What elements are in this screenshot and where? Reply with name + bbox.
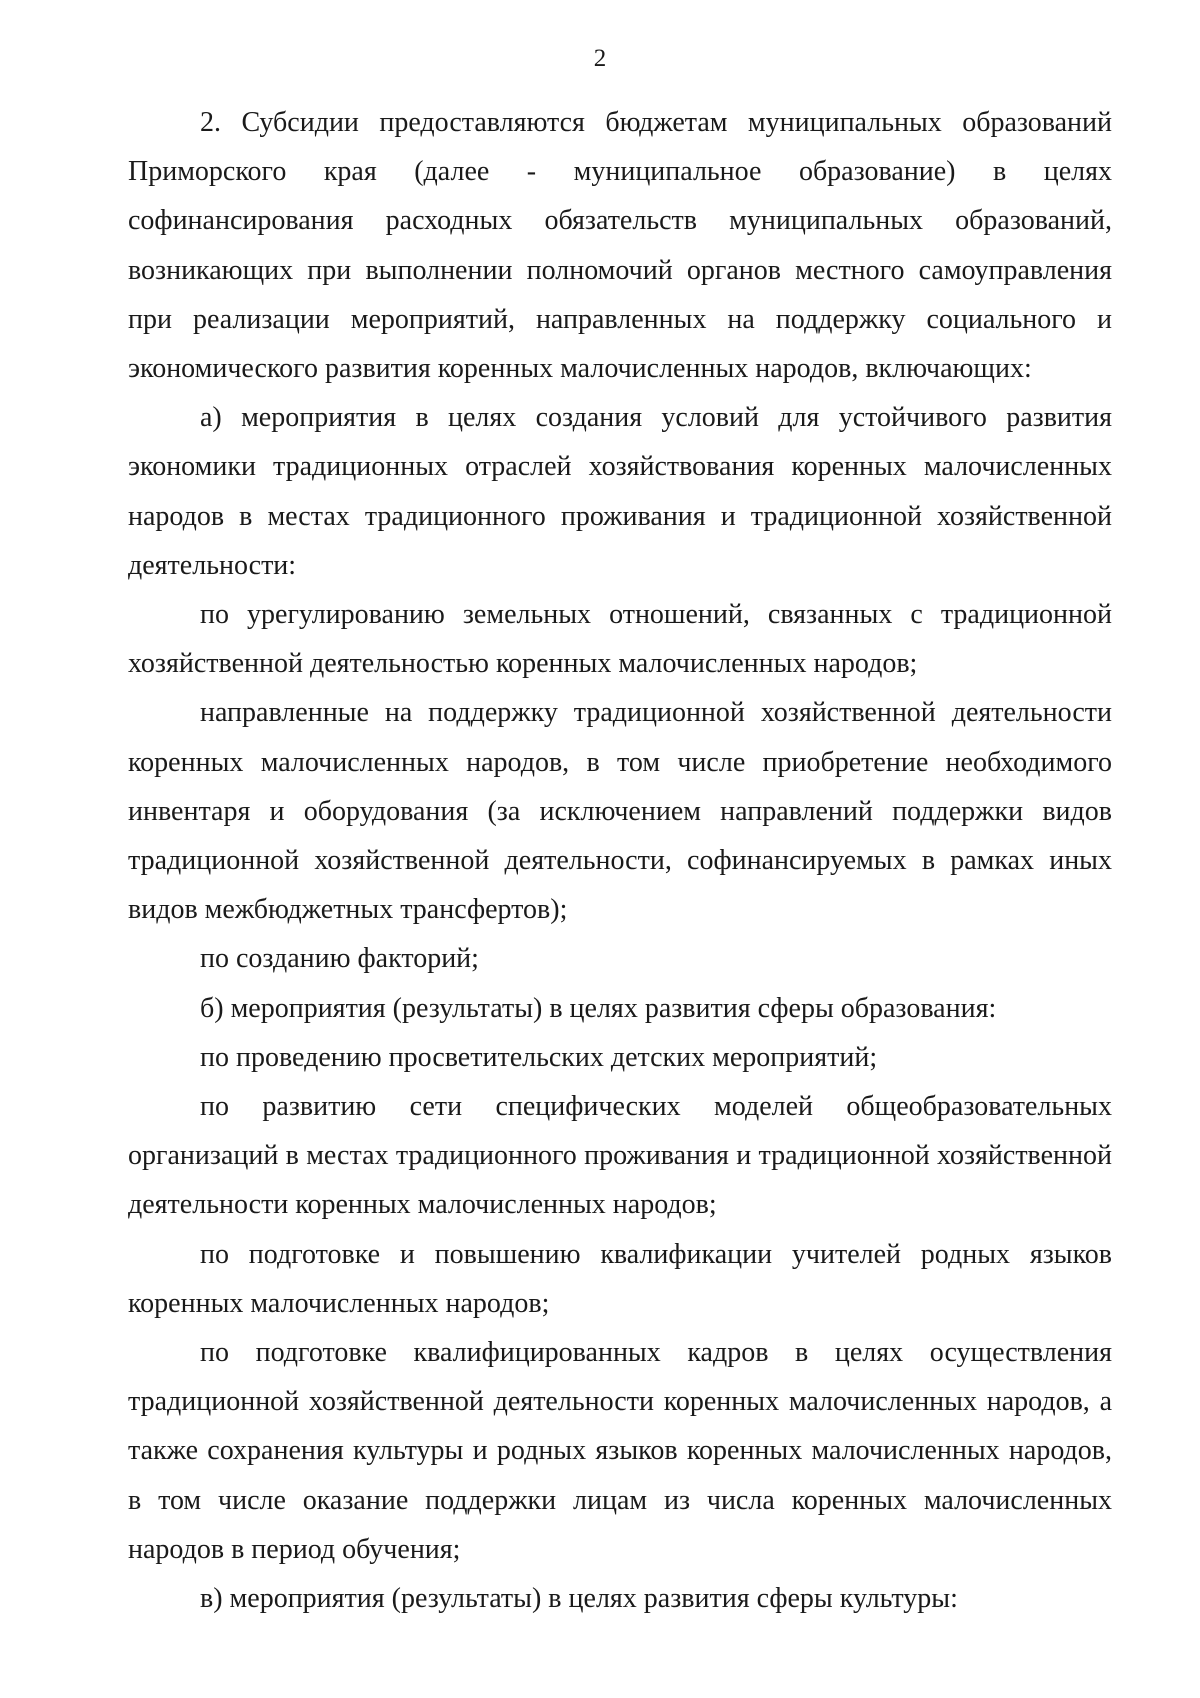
paragraph-trading-posts: по созданию факторий; [200, 943, 479, 975]
page-number: 2 [593, 45, 607, 72]
paragraph-educational-events: по проведению просветительских детских мероприятий; [200, 1041, 878, 1073]
paragraph-teacher-training: по подготовке и повышению квалификации учителей родных языков коренных малочисленных народов; [128, 1238, 1112, 1319]
paragraph-school-network: по развитию сети специфических моделей общеобразовательных организаций в местах традиционного проживания и традиционной хозяйственной деятельности коренных малочисленных народов; [128, 1091, 1112, 1221]
document-body [128, 98, 1112, 1623]
paragraph-land-relations: по урегулированию земельных отношений, связанных с традиционной хозяйственной деятельностью коренных малочисленных народов; [128, 599, 1112, 680]
paragraph-qualified-personnel: по подготовке квалифицированных кадров в целях осуществления традиционной хозяйственной деятельности коренных малочисленных народов, а также сохранения культуры и родных языков коренных малочисленных народов, в том числе оказание поддержки лицам из числа коренных малочисленных народов в период обучения; [128, 1337, 1112, 1565]
paragraph-item-a: а) мероприятия в целях создания условий для устойчивого развития экономики традиционных отраслей хозяйствования коренных малочисленных народов в местах традиционного проживания и традиционной хозяйственной деятельности: [128, 402, 1112, 581]
paragraph-item-c: в) мероприятия (результаты) в целях развития сферы культуры: [200, 1583, 958, 1615]
paragraph-support-traditional-activity: направленные на поддержку традиционной хозяйственной деятельности коренных малочисленных народов, в том числе приобретение необходимого инвентаря и оборудования (за исключением направлений поддержки видов традиционной хозяйственной деятельности, софинансируемых в рамках иных видов межбюджетных трансфертов); [128, 697, 1112, 926]
paragraph-subsidies-intro: 2. Субсидии предоставляются бюджетам муниципальных образований Приморского края (далее - муниципальное образование) в целях софинансирования расходных обязательств муниципальных образований, возникающих при выполнении полномочий органов местного самоуправления при реализации мероприятий, направленных на поддержку социального и экономического развития коренных малочисленных народов, включающих: [128, 107, 1112, 385]
paragraph-item-b: б) мероприятия (результаты) в целях развития сферы образования: [200, 992, 997, 1024]
